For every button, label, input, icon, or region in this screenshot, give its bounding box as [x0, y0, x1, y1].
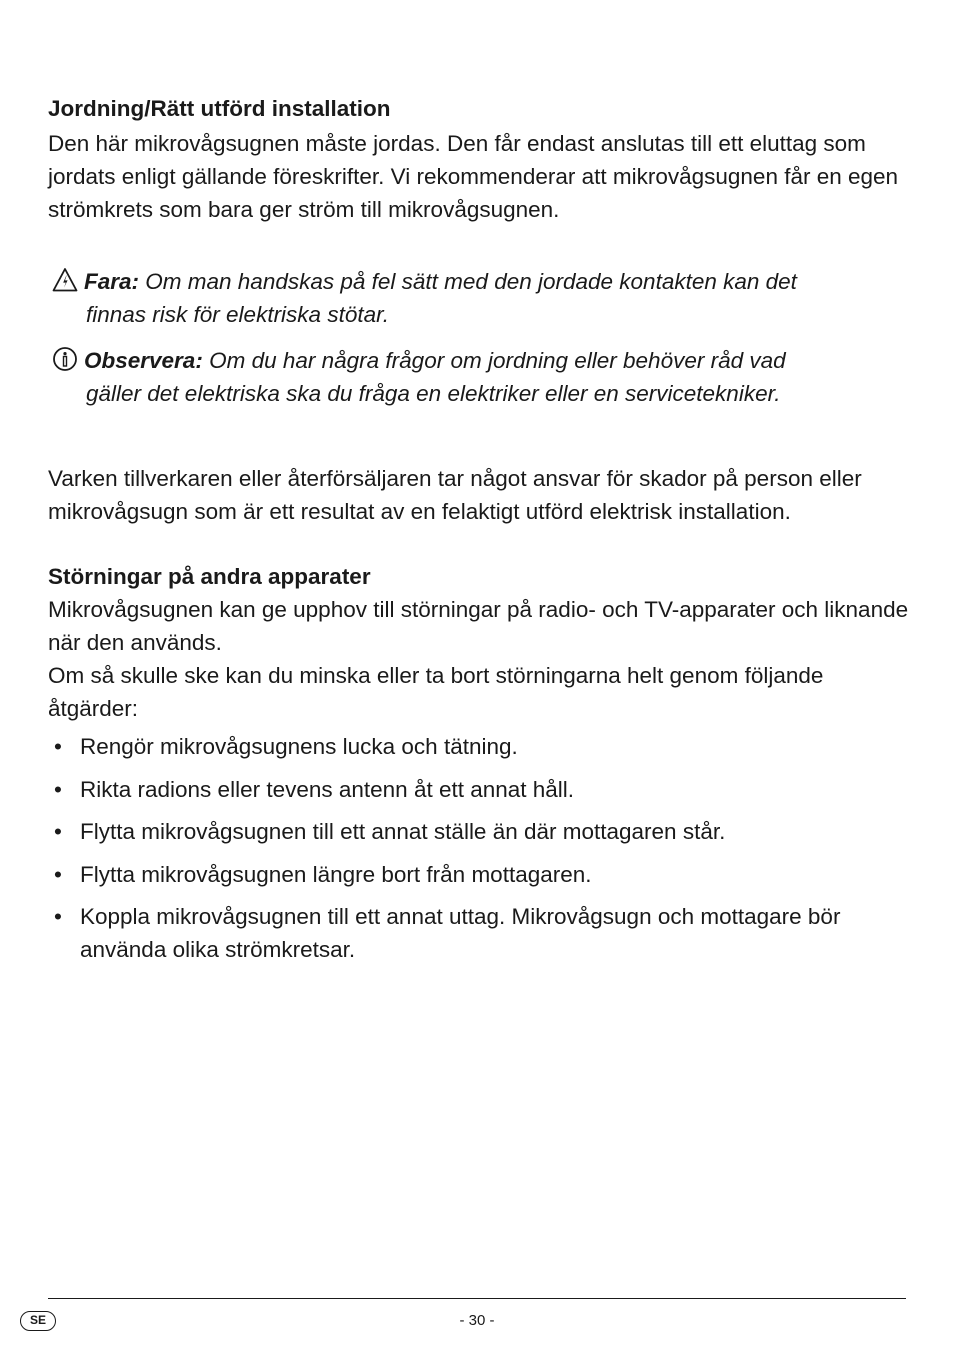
info-text-line2: gäller det elektriska ska du fråga en elektriker eller en servicetekniker.	[86, 381, 781, 406]
list-item: • Rikta radions eller tevens antenn åt ett annat håll.	[48, 773, 918, 806]
list-item: • Koppla mikrovågsugnen till ett annat uttag. Mikrovågsugn och mottagare bör använda olika strömkretsar.	[48, 900, 918, 966]
country-badge: SE	[20, 1311, 56, 1331]
list-item: • Flytta mikrovågsugnen till ett annat ställe än där mottagaren står.	[48, 815, 918, 848]
warning-note	[52, 265, 912, 331]
footer-divider	[48, 1298, 906, 1299]
warning-triangle-icon	[52, 267, 78, 293]
info-note	[52, 344, 912, 410]
interference-paragraph-2: Om så skulle ske kan du minska eller ta bort störningarna helt genom följande åtgärder:	[48, 663, 824, 721]
list-item: • Flytta mikrovågsugnen längre bort från mottagaren.	[48, 858, 918, 891]
page-number: - 30 -	[459, 1312, 495, 1329]
warning-text-line2: finnas risk för elektriska stötar.	[86, 302, 390, 327]
grounding-paragraph: Den här mikrovågsugnen måste jordas. Den får endast anslutas till ett eluttag som jordats enligt gällande föreskrifter. Vi rekommenderar att mikrovågsugnen får en egen strömkrets som bara ger ström till mikrovågsugnen.	[48, 131, 899, 222]
info-icon	[52, 346, 78, 372]
remedy-list	[48, 730, 918, 976]
info-text-line1: Om du har några frågor om jordning eller behöver råd vad	[202, 348, 786, 373]
list-item: • Rengör mikrovågsugnens lucka och tätning.	[48, 730, 918, 763]
info-label: Observera:	[84, 348, 203, 373]
warning-text-line1: Om man handskas på fel sätt med den jordade kontakten kan det	[139, 269, 797, 294]
section-heading-interference: Störningar på andra apparater	[48, 564, 371, 589]
interference-paragraph-1: Mikrovågsugnen kan ge upphov till störningar på radio- och TV-apparater och liknande när den används.	[48, 597, 909, 655]
disclaimer-paragraph: Varken tillverkaren eller återförsäljaren tar något ansvar för skador på person eller mikrovågsugn som är ett resultat av en felaktigt utförd elektrisk installation.	[48, 466, 862, 524]
section-heading-grounding: Jordning/Rätt utförd installation	[48, 96, 391, 121]
warning-label: Fara:	[84, 269, 140, 294]
